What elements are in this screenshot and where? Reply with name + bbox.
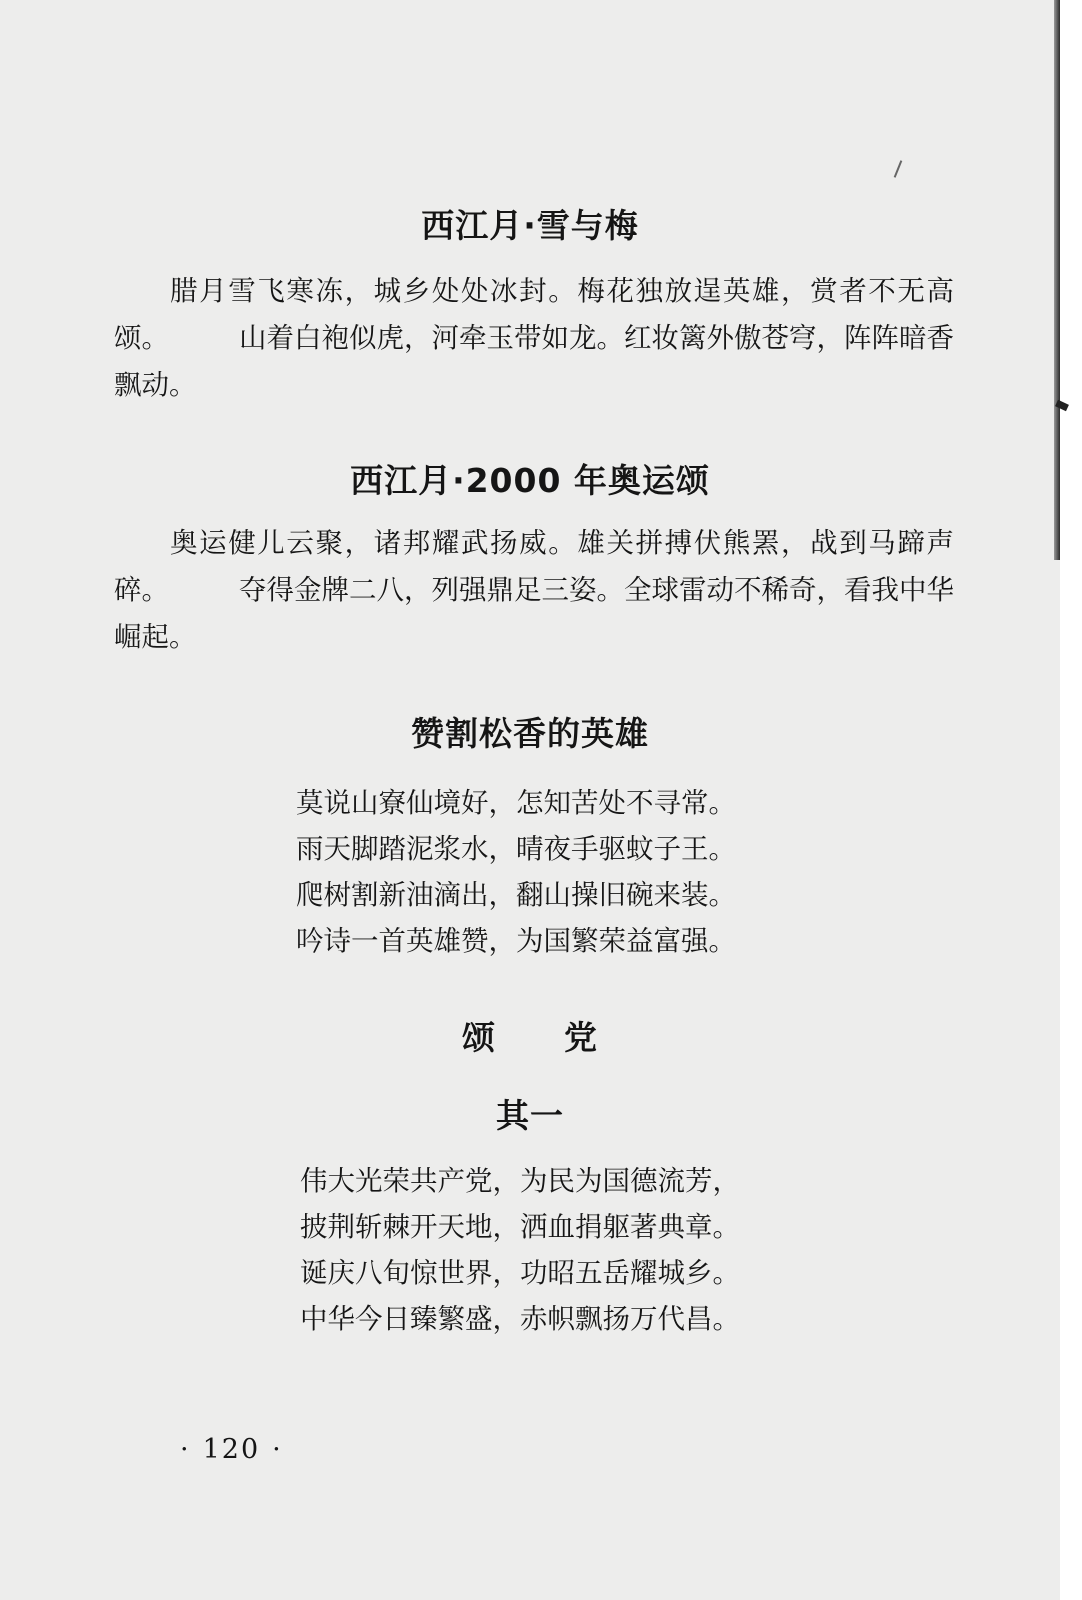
poem-line: 爬树割新油滴出，翻山操旧碗来装。 (296, 879, 736, 911)
poem-subtitle-part-one: 其一 (496, 1096, 564, 1135)
poem-title-snow-plum: 西江月·雪与梅 (421, 206, 639, 245)
poem-line: 诞庆八旬惊世界，功昭五岳耀城乡。 (300, 1257, 740, 1289)
poem-title-ode-party: 颂 党 (462, 1018, 598, 1057)
poem-title-rosin-heroes: 赞割松香的英雄 (411, 714, 649, 753)
page-number-value: 120 (202, 1434, 261, 1465)
poem-lines-ode-party (300, 1158, 740, 1342)
stanza-2: 夺得金牌二八，列强鼎足三姿。全球雷动不稀奇，看我中华崛起。 (114, 574, 954, 653)
poem-body-olympics (114, 520, 954, 661)
page-number-dot-left: · (180, 1434, 191, 1465)
poem-line: 雨天脚踏泥浆水，晴夜手驱蚊子王。 (296, 833, 736, 865)
poem-line: 披荆斩棘开天地，洒血捐躯著典章。 (300, 1211, 740, 1243)
page-number-dot-right: · (272, 1434, 283, 1465)
poem-line: 中华今日臻繁盛，赤帜飘扬万代昌。 (300, 1303, 740, 1335)
poem-title-olympics: 西江月·2000 年奥运颂 (350, 461, 710, 500)
stanza-1: 奥运健儿云聚，诸邦耀武扬威。雄关拼搏伏熊罴，战到马蹄声碎。 (114, 527, 954, 606)
poem-line: 吟诗一首英雄赞，为国繁荣益富强。 (296, 925, 736, 957)
poem-lines-rosin-heroes (296, 780, 736, 964)
poem-line: 莫说山寮仙境好，怎知苦处不寻常。 (296, 787, 736, 819)
scan-speck (894, 160, 903, 177)
stanza-2: 山着白袍似虎，河牵玉带如龙。红妆篱外傲苍穹，阵阵暗香飘动。 (114, 322, 954, 401)
stanza-1: 腊月雪飞寒冻，城乡处处冰封。梅花独放逞英雄，赏者不无高颂。 (114, 275, 954, 354)
page-margin-strip (1060, 0, 1082, 1600)
poem-line: 伟大光荣共产党，为民为国德流芳， (300, 1165, 740, 1197)
poem-body-snow-plum (114, 268, 954, 409)
page-number (168, 1434, 295, 1465)
